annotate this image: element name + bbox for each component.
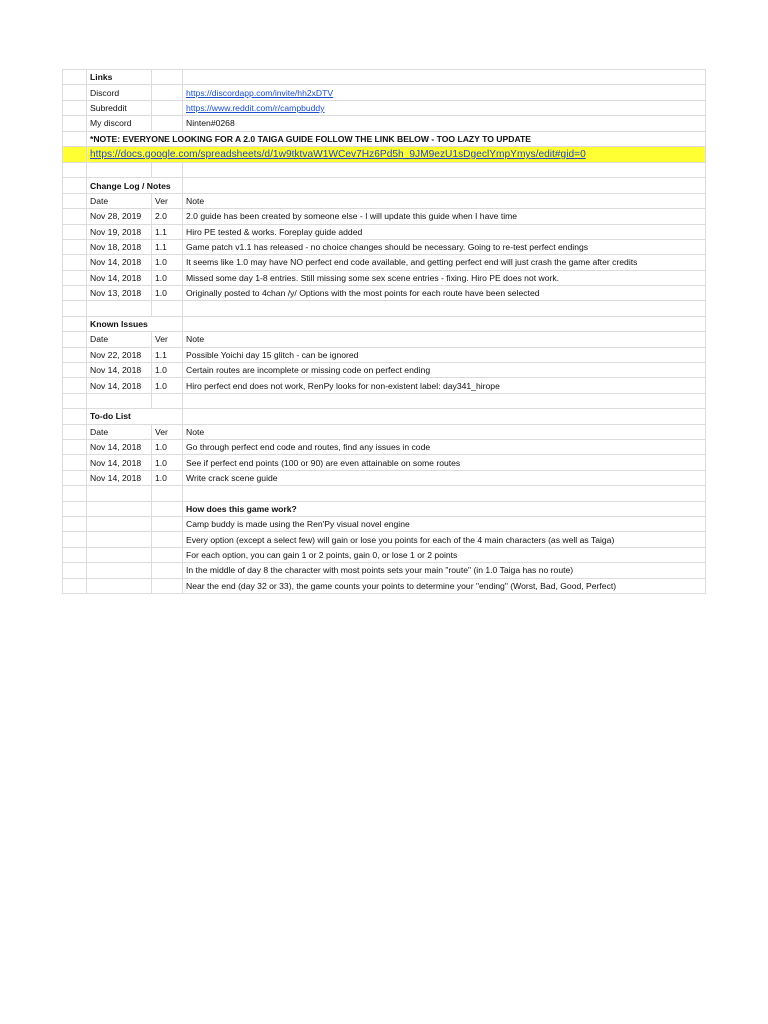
- list-item: [63, 532, 706, 547]
- howto-line[interactable]: Near the end (day 32 or 33), the game counts your points to determine your "ending" (Worst, Bad, Good, Perfect): [183, 578, 706, 593]
- link-label[interactable]: Discord: [87, 85, 152, 100]
- cell-ver[interactable]: 1.1: [152, 239, 183, 254]
- links-title-row: [63, 70, 706, 85]
- table-row: [63, 255, 706, 270]
- header-ver[interactable]: Ver: [152, 424, 183, 439]
- table-row: [63, 363, 706, 378]
- todo-header-row: [63, 424, 706, 439]
- todo-title-row: [63, 409, 706, 424]
- table-row: [63, 347, 706, 362]
- known-issues-title[interactable]: Known Issues: [87, 316, 183, 331]
- spacer-row: [63, 393, 706, 408]
- spacer-row: [63, 162, 706, 177]
- discord-link[interactable]: https://discordapp.com/invite/hh2xDTV: [186, 87, 334, 98]
- cell-note[interactable]: Certain routes are incomplete or missing code on perfect ending: [183, 363, 706, 378]
- howto-line[interactable]: Every option (except a select few) will gain or lose you points for each of the 4 main characters (as well as Taiga): [183, 532, 706, 547]
- changelog-title[interactable]: Change Log / Notes: [87, 178, 183, 193]
- guide-link-row: [63, 146, 706, 162]
- todo-title[interactable]: To-do List: [87, 409, 183, 424]
- cell-date[interactable]: Nov 19, 2018: [87, 224, 152, 239]
- cell-note[interactable]: It seems like 1.0 may have NO perfect end code available, and getting perfect end will just crash the game after credits: [183, 255, 706, 270]
- cell-note[interactable]: Hiro PE tested & works. Foreplay guide added: [183, 224, 706, 239]
- table-row: [63, 224, 706, 239]
- update-note[interactable]: *NOTE: EVERYONE LOOKING FOR A 2.0 TAIGA GUIDE FOLLOW THE LINK BELOW - TOO LAZY TO UPDATE: [87, 131, 706, 146]
- howto-line[interactable]: For each option, you can gain 1 or 2 points, gain 0, or lose 1 or 2 points: [183, 547, 706, 562]
- cell-date[interactable]: Nov 22, 2018: [87, 347, 152, 362]
- table-row: [63, 270, 706, 285]
- table-row: [63, 286, 706, 301]
- howto-line[interactable]: In the middle of day 8 the character with most points sets your main "route" (in 1.0 Taiga has no route): [183, 563, 706, 578]
- link-row-discord: [63, 85, 706, 100]
- header-note[interactable]: Note: [183, 332, 706, 347]
- cell-ver[interactable]: 1.0: [152, 363, 183, 378]
- table-row: [63, 209, 706, 224]
- link-label[interactable]: My discord: [87, 116, 152, 131]
- cell-date[interactable]: Nov 14, 2018: [87, 470, 152, 485]
- howto-line[interactable]: Camp buddy is made using the Ren'Py visual novel engine: [183, 516, 706, 531]
- header-ver[interactable]: Ver: [152, 193, 183, 208]
- known-issues-header-row: [63, 332, 706, 347]
- spreadsheet-grid: [62, 69, 706, 594]
- table-row: [63, 470, 706, 485]
- cell-ver[interactable]: 1.0: [152, 286, 183, 301]
- cell-note[interactable]: Write crack scene guide: [183, 470, 706, 485]
- note-row: [63, 131, 706, 146]
- header-date[interactable]: Date: [87, 332, 152, 347]
- header-date[interactable]: Date: [87, 424, 152, 439]
- howto-title-row: [63, 501, 706, 516]
- cell-ver[interactable]: 1.1: [152, 347, 183, 362]
- cell-ver[interactable]: 1.0: [152, 455, 183, 470]
- cell-note[interactable]: Missed some day 1-8 entries. Still missing some sex scene entries - fixing. Hiro PE does not work.: [183, 270, 706, 285]
- cell-note[interactable]: Originally posted to 4chan /y/ Options with the most points for each route have been selected: [183, 286, 706, 301]
- links-title[interactable]: Links: [87, 70, 152, 85]
- changelog-header-row: [63, 193, 706, 208]
- header-date[interactable]: Date: [87, 193, 152, 208]
- header-ver[interactable]: Ver: [152, 332, 183, 347]
- spacer-row: [63, 486, 706, 501]
- cell-date[interactable]: Nov 14, 2018: [87, 363, 152, 378]
- cell-ver[interactable]: 1.0: [152, 439, 183, 454]
- cell-note[interactable]: Hiro perfect end does not work, RenPy looks for non-existent label: day341_hirope: [183, 378, 706, 393]
- cell-ver[interactable]: 1.0: [152, 255, 183, 270]
- cell-date[interactable]: Nov 14, 2018: [87, 455, 152, 470]
- table-row: [63, 239, 706, 254]
- my-discord-value[interactable]: Ninten#0268: [183, 116, 706, 131]
- subreddit-link[interactable]: https://www.reddit.com/r/campbuddy: [186, 102, 325, 113]
- link-row-my-discord: [63, 116, 706, 131]
- cell-ver[interactable]: 1.0: [152, 378, 183, 393]
- list-item: [63, 563, 706, 578]
- cell-date[interactable]: Nov 13, 2018: [87, 286, 152, 301]
- known-issues-title-row: [63, 316, 706, 331]
- cell-note[interactable]: See if perfect end points (100 or 90) are even attainable on some routes: [183, 455, 706, 470]
- cell-note[interactable]: Possible Yoichi day 15 glitch - can be ignored: [183, 347, 706, 362]
- link-label[interactable]: Subreddit: [87, 100, 152, 115]
- link-row-subreddit: [63, 100, 706, 115]
- cell-ver[interactable]: 1.1: [152, 224, 183, 239]
- cell-note[interactable]: Game patch v1.1 has released - no choice changes should be necessary. Going to re-test perfect endings: [183, 239, 706, 254]
- cell-date[interactable]: Nov 14, 2018: [87, 439, 152, 454]
- table-row: [63, 455, 706, 470]
- cell-date[interactable]: Nov 14, 2018: [87, 270, 152, 285]
- taiga-guide-link[interactable]: https://docs.google.com/spreadsheets/d/1w9tktvaW1WCev7Hz6Pd5h_9JM9ezU1sDgeclYmpYmys/edit#gid=0: [90, 148, 586, 160]
- cell-note[interactable]: 2.0 guide has been created by someone else - I will update this guide when I have time: [183, 209, 706, 224]
- header-note[interactable]: Note: [183, 193, 706, 208]
- list-item: [63, 578, 706, 593]
- howto-title[interactable]: How does this game work?: [183, 501, 706, 516]
- cell-ver[interactable]: 1.0: [152, 470, 183, 485]
- cell-note[interactable]: Go through perfect end code and routes, find any issues in code: [183, 439, 706, 454]
- header-note[interactable]: Note: [183, 424, 706, 439]
- list-item: [63, 547, 706, 562]
- cell-date[interactable]: Nov 14, 2018: [87, 378, 152, 393]
- table-row: [63, 378, 706, 393]
- spacer-row: [63, 301, 706, 316]
- cell-date[interactable]: Nov 14, 2018: [87, 255, 152, 270]
- table-row: [63, 439, 706, 454]
- cell-date[interactable]: Nov 28, 2019: [87, 209, 152, 224]
- cell-ver[interactable]: 1.0: [152, 270, 183, 285]
- changelog-title-row: [63, 178, 706, 193]
- cell-date[interactable]: Nov 18, 2018: [87, 239, 152, 254]
- cell-ver[interactable]: 2.0: [152, 209, 183, 224]
- list-item: [63, 516, 706, 531]
